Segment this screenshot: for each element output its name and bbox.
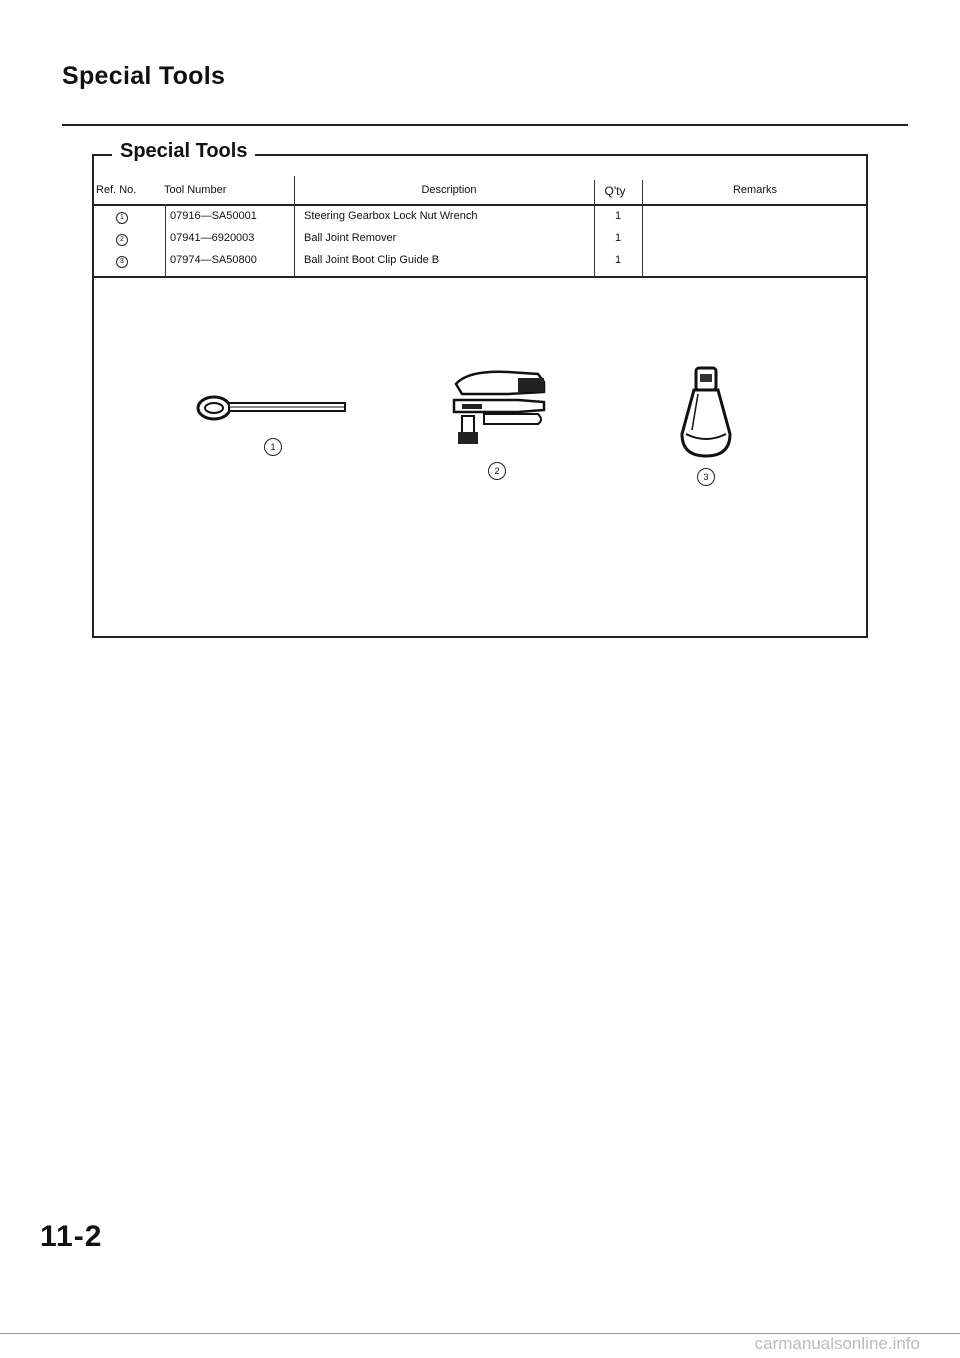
table-bottom-rule: [94, 276, 866, 278]
tool-description: Ball Joint Boot Clip Guide B: [304, 254, 440, 266]
column-divider: [594, 180, 595, 276]
column-divider: [165, 204, 166, 276]
ball-joint-remover-icon: [448, 364, 552, 448]
header-remarks: Remarks: [732, 184, 777, 196]
header-tool-number: Tool Number: [164, 184, 227, 196]
tool-number: 07941—6920003: [170, 232, 255, 244]
tool-qty: 1: [614, 254, 622, 266]
lock-nut-wrench-icon: [192, 388, 352, 428]
column-divider: [294, 176, 295, 276]
table-row: [94, 250, 866, 272]
tool-number: 07916—SA50001: [170, 210, 257, 222]
header-rule: [94, 204, 866, 206]
tool-description: Ball Joint Remover: [304, 232, 397, 244]
ref-number: 2: [102, 232, 142, 246]
page-title: Special Tools: [62, 62, 226, 90]
box-title: Special Tools: [112, 140, 255, 163]
ref-number: 1: [102, 210, 142, 224]
table-header-row: [94, 176, 866, 198]
tool-qty: 1: [614, 210, 622, 222]
watermark: carmanualsonline.info: [754, 1334, 920, 1353]
header-description: Description: [421, 184, 477, 196]
figure-label-1: 1: [264, 438, 282, 456]
table-row: [94, 206, 866, 228]
header-qty: Q'ty: [604, 184, 626, 198]
figure-label-2: 2: [488, 462, 506, 480]
heading-divider: [62, 124, 908, 126]
tool-number: 07974—SA50800: [170, 254, 257, 266]
column-divider: [642, 180, 643, 276]
tool-description: Steering Gearbox Lock Nut Wrench: [304, 210, 478, 222]
figure-label-3: 3: [697, 468, 715, 486]
page-number: 11-2: [40, 1220, 103, 1253]
table-row: [94, 228, 866, 250]
header-ref-no: Ref. No.: [96, 184, 137, 196]
ref-number: 3: [102, 254, 142, 268]
boot-clip-guide-icon: [676, 364, 736, 462]
tool-qty: 1: [614, 232, 622, 244]
